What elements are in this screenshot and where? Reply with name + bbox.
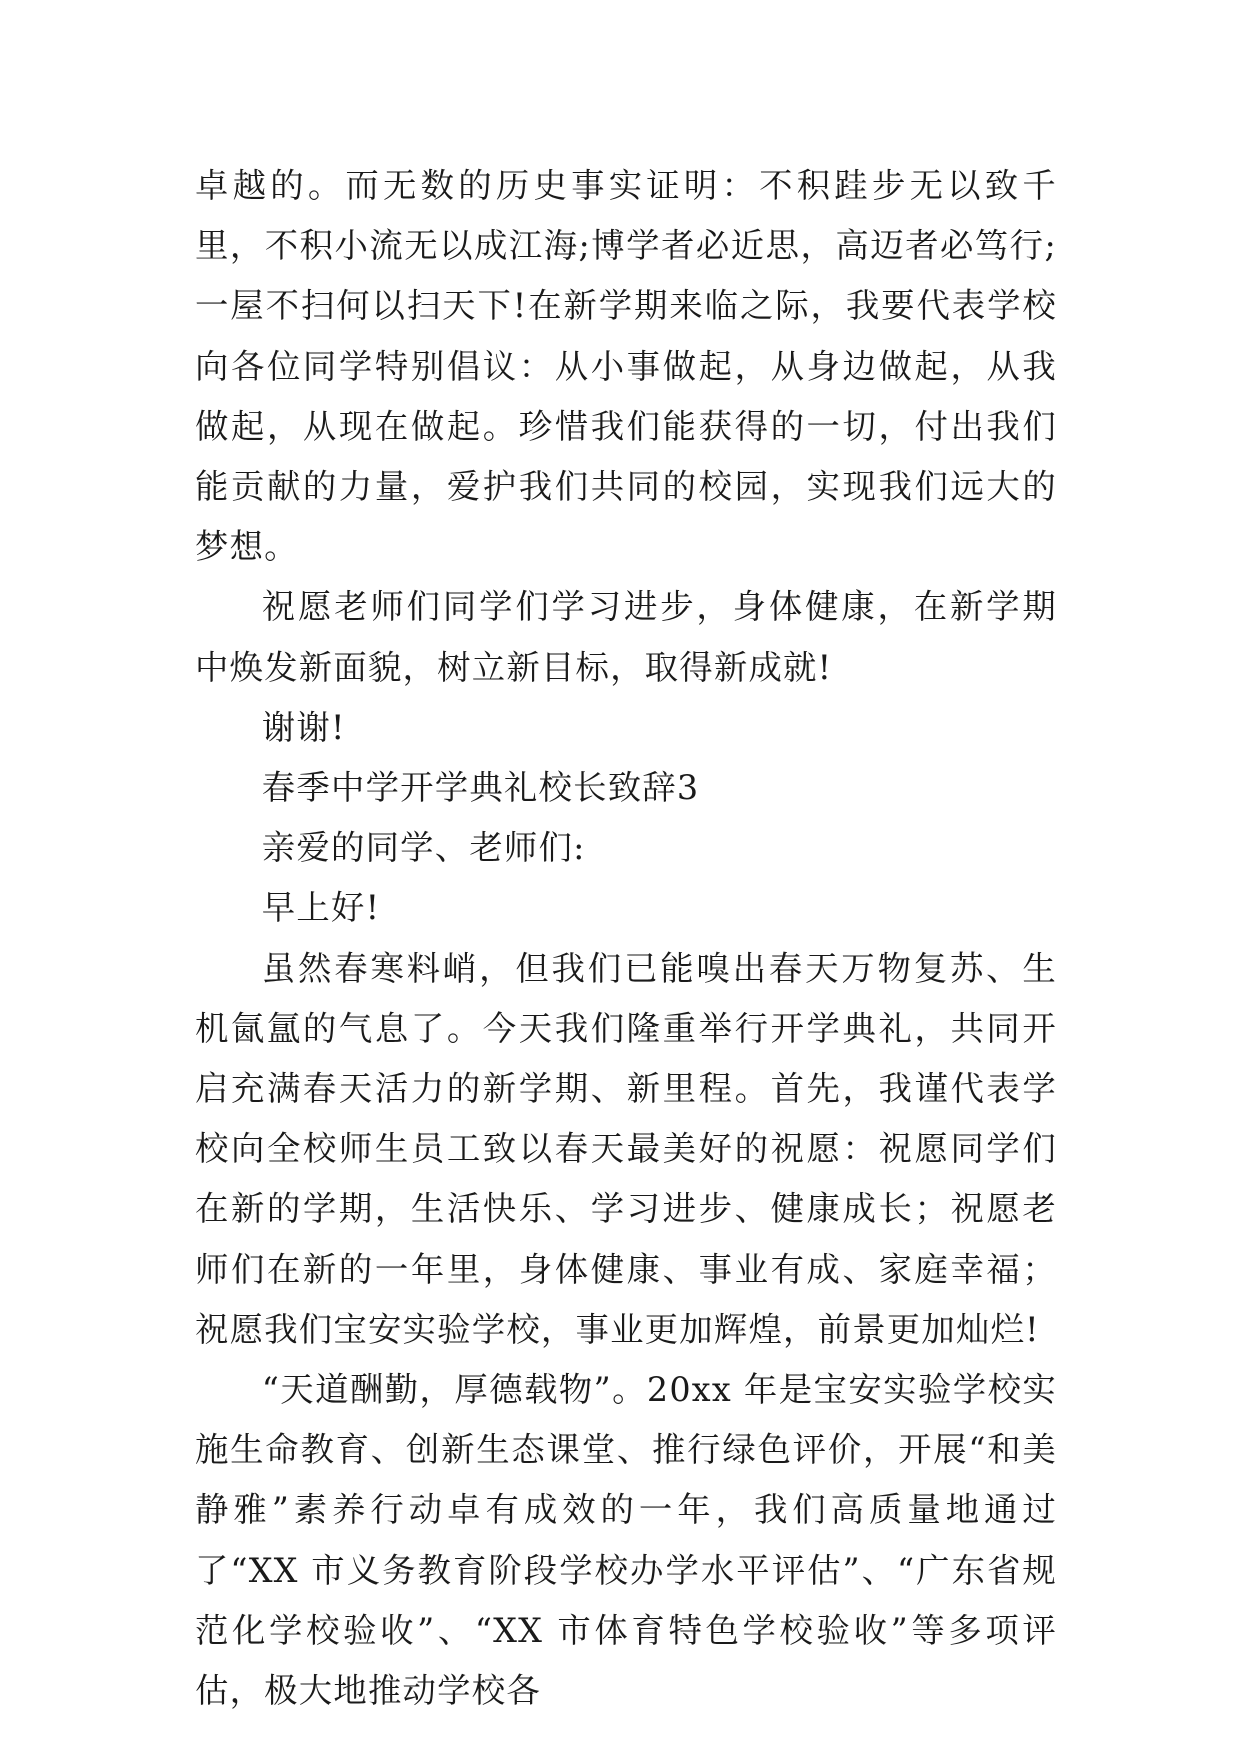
paragraph-achievements: “天道酬勤，厚德载物”。20xx 年是宝安实验学校实施生命教育、创新生态课堂、推行绿色评价，开展“和美静雅”素养行动卓有成效的一年，我们高质量地通过了“XX 市义务教育阶段学校办学水平评估”、“广东省规范化学校验收”、“XX 市体育特色学校验收”等多项评估，极大地推动学校各 [195, 1370, 1057, 1711]
salutation: 亲爱的同学、老师们: [261, 828, 586, 868]
document-body [195, 156, 1057, 1721]
paragraph-spring: 虽然春寒料峭，但我们已能嗅出春天万物复苏、生机氤氲的气息了。今天我们隆重举行开学典礼，共同开启充满春天活力的新学期、新里程。首先，我谨代表学校向全校师生员工致以春天最美好的祝愿：祝愿同学们在新的学期，生活快乐、学习进步、健康成长；祝愿老师们在新的一年里，身体健康、事业有成、家庭幸福；祝愿我们宝安实验学校，事业更加辉煌，前景更加灿烂! [195, 948, 1057, 1349]
section-title: 春季中学开学典礼校长致辞3 [261, 768, 700, 808]
paragraph-wishes: 祝愿老师们同学们学习进步，身体健康，在新学期中焕发新面貌，树立新目标，取得新成就! [195, 587, 1057, 687]
greeting: 早上好! [261, 888, 381, 928]
paragraph-thanks: 谢谢! [261, 707, 346, 747]
paragraph-continuation: 卓越的。而无数的历史事实证明：不积跬步无以致千里，不积小流无以成江海;博学者必近思，高迈者必笃行;一屋不扫何以扫天下!在新学期来临之际，我要代表学校向各位同学特别倡议：从小事做起，从身边做起，从我做起，从现在做起。珍惜我们能获得的一切，付出我们能贡献的力量，爱护我们共同的校园，实现我们远大的梦想。 [195, 166, 1057, 567]
